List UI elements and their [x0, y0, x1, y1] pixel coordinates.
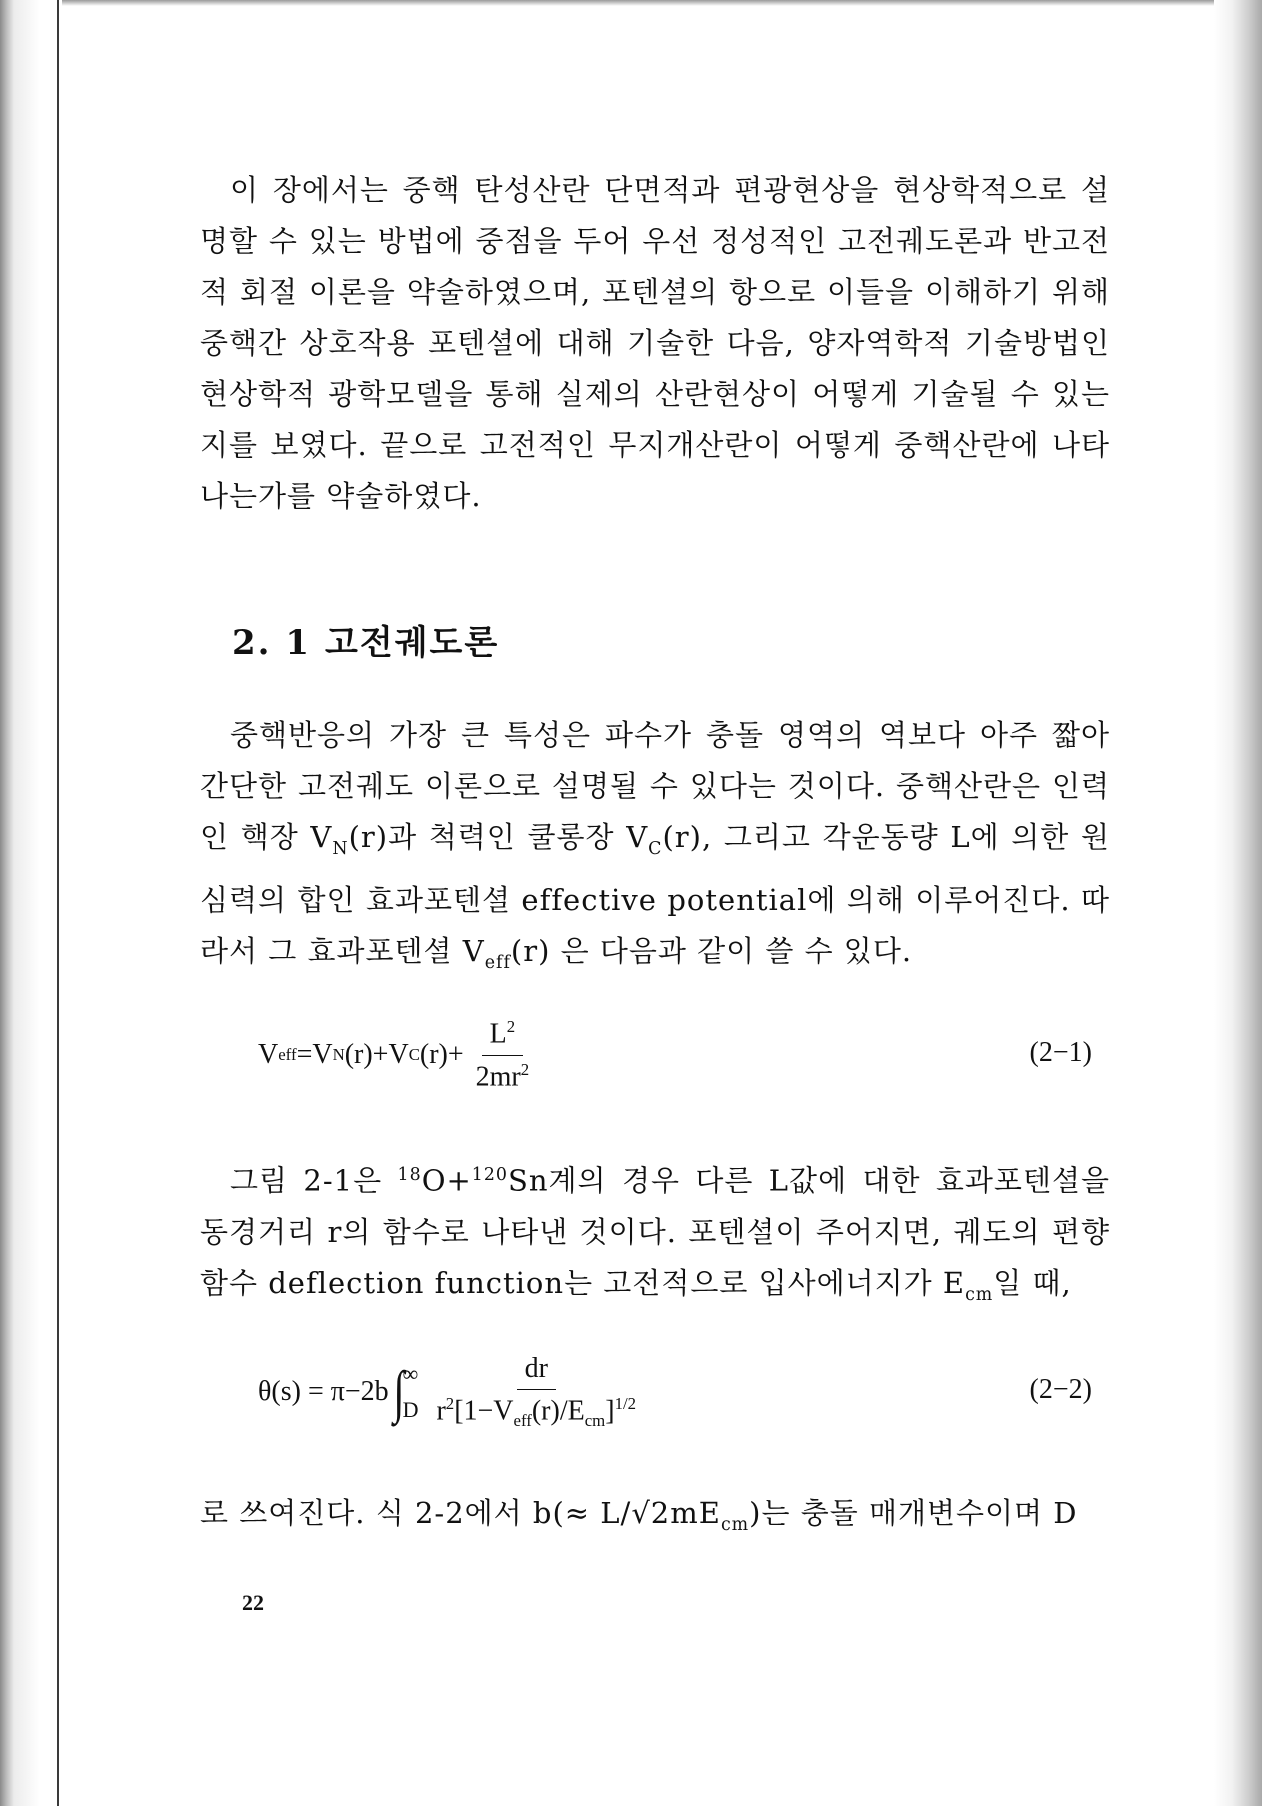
fraction	[468, 1017, 538, 1093]
paragraph-text: 중핵반응의 가장 큰 특성은 파수가 충돌 영역의 역보다 아주 짧아 간단한 고전궤도 이론으로 설명될 수 있다는 것이다. 중핵산란은 인력인 핵장 V	[200, 718, 1110, 854]
paragraph-text: Sn계의 경우 다른 L값에 대한 효과포텐셜을 동경거리 r의 함수로 나타낸 것이다. 포텐셜이 주어지면, 궤도의 편향함수 deflection function는 고전적으로 입사에너지가 E	[200, 1163, 1110, 1300]
integral-limits	[403, 1361, 419, 1423]
paragraph-text: 일 때,	[993, 1265, 1072, 1300]
paragraph-text: )는 충돌 매개변수이며 D	[749, 1496, 1078, 1530]
paragraph-text: 로 쓰여진다. 식 2-2에서 b(≈ L/√2mE	[200, 1496, 721, 1530]
subscript: eff	[278, 1045, 297, 1064]
eq-symbol: ]	[605, 1395, 615, 1427]
superscript: 2	[520, 1059, 530, 1079]
upper-limit: ∞	[402, 1361, 419, 1386]
superscript: 2	[445, 1394, 455, 1414]
paragraph-text: (r)과 척력인 쿨롱장 V	[348, 820, 649, 854]
equation-number: (2−1)	[1029, 1037, 1092, 1068]
page-top-edge	[0, 0, 1262, 6]
eq-symbol: (r)+V	[344, 1039, 409, 1070]
paragraph-text: (r) 은 다음과 같이 쓸 수 있다.	[510, 933, 913, 968]
equation-body	[258, 1352, 648, 1432]
equation-body	[258, 1015, 541, 1095]
intro-paragraph: 이 장에서는 중핵 탄성산란 단면적과 편광현상을 현상학적으로 설명할 수 있는 방법에 중점을 두어 우선 정성적인 고전궤도론과 반고전적 회절 이론을 약술하였으며, 포텐셜의 항으로 이들을 이해하기 위해 중핵간 상호작용 포텐셜에 대해 기술한 다음, 양자역학적 기술방법인 현상학적 광학모델을 통해 실제의 산란현상이 어떻게 기술될 수 있는지를 보였다. 끝으로 고전적인 무지개산란이 어떻게 중핵산란에 나타나는가를 약술하였다.	[200, 173, 1110, 513]
paragraph-text: O+	[421, 1163, 472, 1198]
page-right-shadow	[1214, 0, 1262, 1806]
subscript: eff	[484, 952, 511, 973]
section-number: 2. 1	[232, 623, 311, 663]
subscript: cm	[720, 1514, 750, 1535]
paragraph-classical-orbit	[200, 710, 1110, 989]
eq-symbol: [1−V	[454, 1395, 514, 1427]
eq-symbol: (r)/E	[531, 1395, 585, 1427]
subscript: C	[648, 838, 663, 859]
equation-number: (2−2)	[1029, 1374, 1092, 1405]
paragraph-text: 그림 2-1은	[230, 1163, 398, 1198]
eq-symbol: r	[436, 1395, 446, 1427]
fraction-numerator: dr	[517, 1353, 556, 1390]
subscript: N	[332, 838, 349, 859]
paragraph-effective-potential	[200, 1150, 1110, 1320]
page-number: 22	[242, 1590, 264, 1615]
fraction-denominator	[468, 1056, 538, 1093]
subscript: N	[332, 1045, 345, 1064]
eq-symbol: =V	[296, 1039, 333, 1070]
paragraph-impact-parameter	[200, 1488, 1110, 1551]
subscript: C	[408, 1045, 420, 1064]
subscript: eff	[513, 1410, 532, 1430]
eq-symbol: V	[258, 1039, 279, 1070]
fraction-denominator	[428, 1390, 644, 1431]
subscript: cm	[965, 1284, 994, 1305]
superscript: 2	[506, 1017, 516, 1037]
superscript: 120	[471, 1165, 508, 1185]
eq-symbol: 2mr	[475, 1060, 521, 1092]
equation-2-2	[200, 1352, 1110, 1432]
fraction	[428, 1353, 644, 1431]
integral-icon: ∫	[393, 1359, 405, 1424]
section-title: 고전궤도론	[325, 623, 500, 663]
equation-2-1	[200, 1015, 1110, 1095]
fraction-numerator	[482, 1017, 524, 1055]
section-heading	[232, 615, 499, 664]
paragraph-text: (r), 그리고 각운동량 L에 의한 원심력의 합인 효과포텐셜 effective potential에 의해 이루어진다. 따라서 그 효과포텐셜 V	[200, 820, 1111, 968]
eq-symbol: θ(s) = π−2b	[258, 1376, 389, 1407]
lower-limit: D	[402, 1397, 419, 1422]
subscript: cm	[584, 1410, 606, 1430]
integral-sign	[391, 1361, 419, 1423]
eq-symbol: (r)+	[419, 1039, 464, 1070]
superscript: 1/2	[614, 1394, 637, 1414]
eq-symbol: L	[489, 1018, 507, 1050]
book-spine-shadow	[0, 0, 62, 1806]
superscript: 18	[397, 1165, 422, 1185]
